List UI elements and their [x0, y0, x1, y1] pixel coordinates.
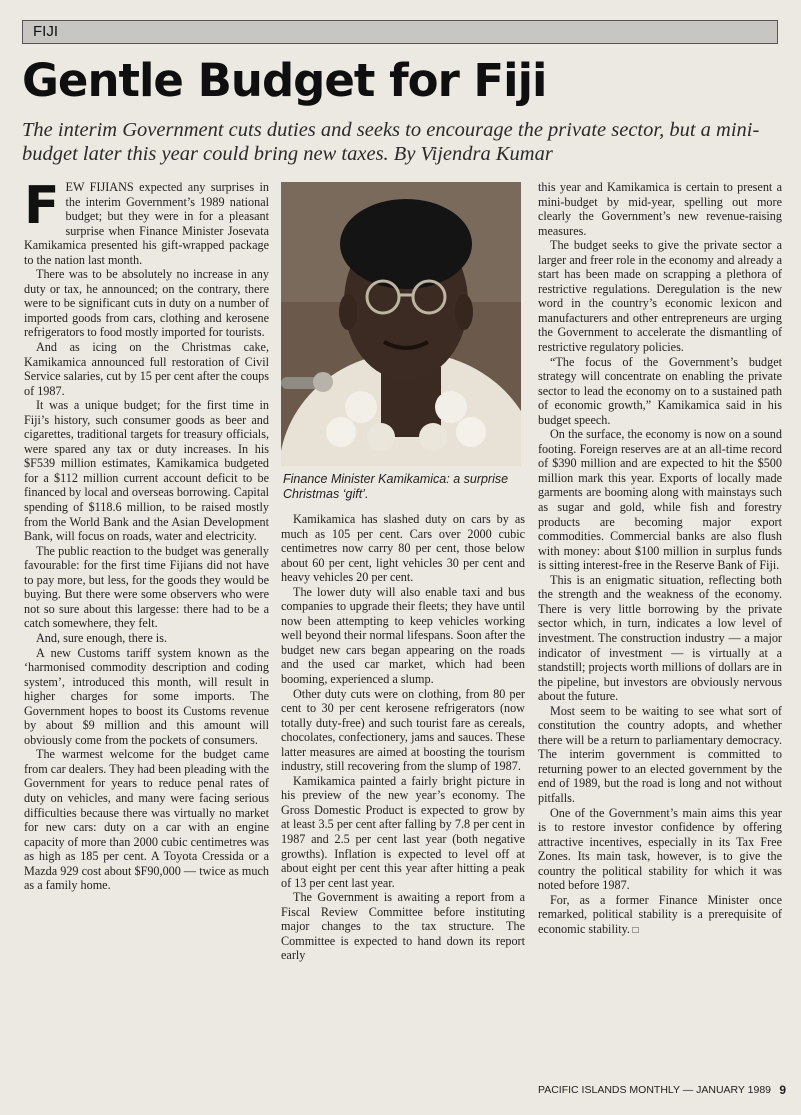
article-column-3 — [538, 180, 782, 938]
paragraph: A new Customs tariff system known as the ‘harmonised commodity description and coding system’, introduced this month, will result in higher charges for some imports. The Government hopes to boost its Customs revenue by about $9 million and this amount will obviously come from the pockets of consumers. — [24, 645, 269, 747]
paragraph: “The focus of the Government’s budget strategy will concentrate on enabling the private sector to lead the economy on to a sustained path of economic growth,” Kamikamica said in his budget speech. — [538, 354, 782, 427]
paragraph: Kamikamica has slashed duty on cars by as much as 105 per cent. Cars over 2000 cubic centimetres now carry 80 per cent, those below about 60 per cent, light vehicles 30 per cent and heavy vehicles 20 per cent. — [281, 512, 525, 585]
paragraph: Most seem to be waiting to see what sort of constitution the country adopts, and whether there will be a return to parliamentary democracy. The interim government is committed to returning power to an elected government by the end of 1989, but the road is long and not without pitfalls. — [538, 703, 782, 805]
article-column-2 — [281, 512, 525, 963]
section-label: FIJI — [33, 23, 58, 40]
paragraph: this year and Kamikamica is certain to present a mini-budget by mid-year, spelling out more clearly the Government’s new revenue-raising measures. — [538, 180, 782, 238]
paragraph: On the surface, the economy is now on a sound footing. Foreign reserves are at an all-time record of $390 million and are expected to hit the $500 million mark this year. Exports of locally made garments are booming along with mainstays such as sugar and gold, while fish and forestry products are becoming major export commodities. Commercial banks are also flush with money: about $100 million in surplus funds is sitting interest-free in the Reserve Bank of Fiji. — [538, 427, 782, 573]
paragraph — [24, 176, 269, 267]
page-number: 9 — [779, 1083, 786, 1097]
article-column-1 — [24, 176, 269, 893]
paragraph: The budget seeks to give the private sector a larger and freer role in the economy and already a start has been made on scrapping a plethora of restrictive regulations. Deregulation is the new word in the country’s economic lexicon and manufacturers and other entrepreneurs are urging the Government to accelerate the dismantling of restrictive regulatory policies. — [538, 238, 782, 355]
minister-photo — [281, 182, 521, 466]
paragraph: And as icing on the Christmas cake, Kamikamica announced full restoration of Civil Service salaries, cut by 15 per cent after the coups of 1987. — [24, 340, 269, 398]
paragraph-text: EW FIJIANS expected any surprises in the interim Government’s 1989 national budget; but they were in for a pleasant surprise when Finance Minister Josevata Kamikamica presented his gift-wrapped package to the nation last month. — [24, 180, 269, 267]
paragraph: Other duty cuts were on clothing, from 80 per cent to 30 per cent kerosene refrigerators (now totally duty-free) and such tourist fare as cereals, chocolates, confectionery, jams and sauces. These latter measures are aimed at boosting the tourism industry, still recovering from the slump of 1987. — [281, 686, 525, 774]
publication-line: PACIFIC ISLANDS MONTHLY — JANUARY 1989 — [538, 1084, 772, 1096]
paragraph: There was to be absolutely no increase in any duty or tax, he announced; on the contrary, there were to be significant cuts in duty on a number of imported goods from cars, clothing and kerosene refrigerators to food mostly imported for tourists. — [24, 267, 269, 340]
paragraph: It was a unique budget; for the first time in Fiji’s history, such consumer goods as beer and cigarettes, traditional targets for treasury officials, were spared any tax or duty increases. In his $F539 million estimates, Kamikamica budgeted for a $112 million current account deficit to be financed by local and overseas borrowing. Capital spending of $118.6 million, to be raised mostly from the World Bank and the Asian Development Bank, will focus on roads, water and electricity. — [24, 398, 269, 544]
paragraph: And, sure enough, there is. — [36, 630, 167, 645]
paragraph: The warmest welcome for the budget came from car dealers. They had been pleading with the Government for years to reduce penal rates of duty on vehicles, and many were facing serious difficulties because there was virtually no market for new cars: duty on a car with an engine capacity of more than 2000 cubic centimetres was as high as 185 per cent. A Toyota Cressida or a Mazda 929 cost about $F90,000 — twice as much as a family home. — [24, 747, 269, 893]
section-banner — [22, 20, 778, 44]
photo-caption: Finance Minister Kamikamica: a surprise Christmas ‘gift’. — [283, 472, 509, 501]
paragraph: The public reaction to the budget was generally favourable: for the first time Fijians did not have to pay more, but less, for the goods they would be buying. But there were some observers who were not so sure about this largesse: there had to be a catch somewhere, they felt. — [24, 543, 269, 631]
paragraph: This is an enigmatic situation, reflecting both the strength and the weakness of the economy. There is very little borrowing by the private sector which, in turn, indicates a low level of investment. The construction industry — a major indicator of investment — is virtually at a standstill; projects worth millions of dollars are in the pipeline, but investors are obviously nervous about the future. — [538, 572, 782, 704]
paragraph: For, as a former Finance Minister once remarked, political stability is a prerequisite of economic stability. □ — [538, 893, 782, 939]
headline: Gentle Budget for Fiji — [22, 54, 547, 107]
page-footer — [538, 1084, 786, 1096]
paragraph: Kamikamica painted a fairly bright picture in his preview of the new year’s economy. The Gross Domestic Product is expected to grow by at least 3.5 per cent after falling by 7.8 per cent in 1987 and 2.5 per cent last year (both negative growths). Inflation is expected to level off at about eight per cent this year after hitting a peak of 13 per cent last year. — [281, 773, 525, 890]
portrait-illustration — [281, 182, 521, 466]
standfirst: The interim Government cuts duties and seeks to encourage the private sector, but a mini-budget later this year could bring new taxes. By Vijendra Kumar — [22, 119, 760, 165]
paragraph: One of the Government’s main aims this year is to restore investor confidence by offering attractive incentives, especially in its Tax Free Zones. Its main task, however, is to give the country the political stability for which it was noted before 1987. — [538, 805, 782, 893]
paragraph: The lower duty will also enable taxi and bus companies to upgrade their fleets; they have until now been attempting to keep vehicles working well beyond their normal lifespans. Soon after the budget new cars began appearing on the roads and the used car market, which had been booming, experienced a slump. — [281, 584, 525, 687]
paragraph: The Government is awaiting a report from a Fiscal Review Committee before instituting major changes to the tax structure. The Committee is expected to hand down its report early — [281, 890, 525, 963]
drop-cap: F — [24, 176, 60, 236]
